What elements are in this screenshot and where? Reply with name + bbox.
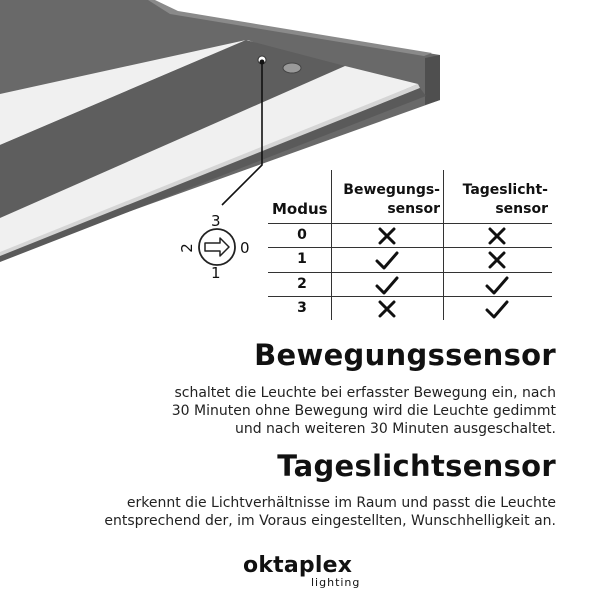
motion-sensor-line-3: und nach weiteren 30 Minuten ausgeschaltet.	[234, 421, 556, 437]
brand-logo: oktaplex	[243, 553, 353, 578]
mode-value-3: 3	[297, 300, 307, 316]
header-daylight-sensor	[452, 181, 548, 219]
row1-motion-mark	[374, 249, 400, 271]
cross-icon	[490, 253, 504, 267]
header-motion-line2: sensor	[387, 201, 440, 217]
table-divider-2	[443, 170, 444, 320]
dial-label-2: 2	[177, 243, 196, 253]
dial-label-1: 1	[211, 264, 221, 282]
daylight-sensor-title: Tageslichtsensor	[277, 449, 556, 483]
dial-label-3: 3	[211, 212, 221, 230]
row3-daylight-mark	[484, 298, 510, 320]
check-icon	[377, 278, 397, 293]
check-icon	[487, 302, 507, 317]
mode-value-1: 1	[297, 251, 307, 267]
row2-daylight-mark	[484, 274, 510, 296]
row3-motion-mark	[374, 298, 400, 320]
header-daylight-line1: Tageslicht-	[462, 182, 548, 198]
table-divider-1	[331, 170, 332, 320]
check-icon	[377, 253, 397, 268]
row0-motion-mark	[374, 225, 400, 247]
daylight-sensor-line-2: entsprechend der, im Voraus eingestellten, Wunschhelligkeit an.	[104, 513, 556, 529]
daylight-sensor-line-1: erkennt die Lichtverhältnisse im Raum und passt die Leuchte	[126, 495, 556, 511]
row2-motion-mark	[374, 274, 400, 296]
dial-label-0: 0	[240, 239, 250, 257]
header-mode: Modus	[272, 200, 328, 218]
header-motion-sensor	[334, 181, 440, 219]
cross-icon	[380, 302, 394, 316]
mode-value-0: 0	[297, 227, 307, 243]
motion-sensor-line-1: schaltet die Leuchte bei erfasster Bewegung ein, nach	[174, 385, 556, 401]
brand-logo-sub: lighting	[311, 576, 361, 589]
table-rule-3	[268, 296, 552, 297]
motion-sensor-title: Bewegungssensor	[254, 338, 556, 372]
header-daylight-line2: sensor	[495, 201, 548, 217]
mode-value-2: 2	[297, 276, 307, 292]
row1-daylight-mark	[484, 249, 510, 271]
table-rule-2	[268, 272, 552, 273]
check-icon	[487, 278, 507, 293]
row0-daylight-mark	[484, 225, 510, 247]
motion-sensor-line-2: 30 Minuten ohne Bewegung wird die Leuchte gedimmt	[171, 403, 556, 419]
table-rule-1	[268, 247, 552, 248]
table-rule-header	[268, 223, 552, 224]
header-motion-line1: Bewegungs-	[343, 182, 440, 198]
cross-icon	[380, 229, 394, 243]
cross-icon	[490, 229, 504, 243]
